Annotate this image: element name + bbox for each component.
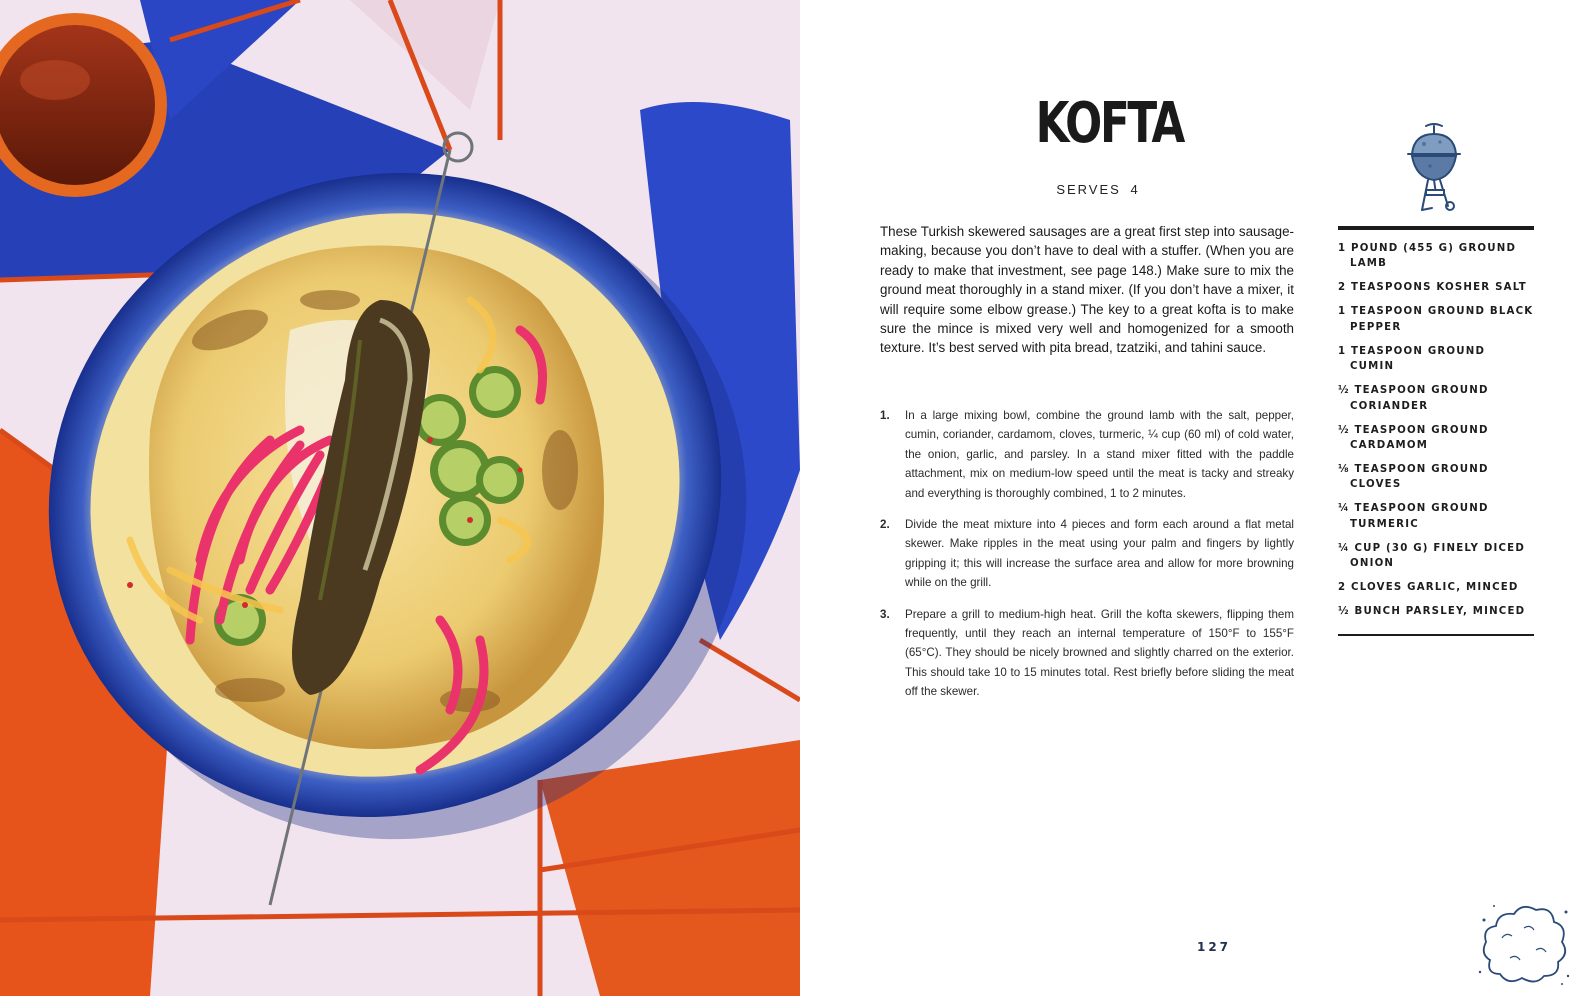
serves-count: 4: [1130, 182, 1140, 197]
serves-line: [998, 182, 1198, 197]
ingredient-item: ½ TEASPOON GROUND CORIANDER: [1338, 385, 1489, 412]
step-text: Prepare a grill to medium-high heat. Grill the kofta skewers, flipping them frequently, until they reach an internal temperature of 150°F to 155°F (65°C). They should be nicely browned and slightly charred on the exterior. This should take 10 to 15 minutes total. Rest briefly before sliding the meat off the skewer.: [905, 607, 1294, 699]
method-steps: [880, 406, 1294, 714]
recipe-page: [800, 0, 1596, 996]
smoke-cloud-icon: [1476, 898, 1572, 988]
ingredient-item: 2 CLOVES GARLIC, MINCED: [1338, 582, 1519, 594]
step-number: 1.: [880, 409, 890, 422]
ingredient-item: ¼ CUP (30 G) FINELY DICED ONION: [1338, 542, 1525, 570]
ingredient-item: ½ BUNCH PARSLEY, MINCED: [1338, 606, 1526, 618]
ingredient-item: ¼ TEASPOON GROUND TURMERIC: [1338, 503, 1489, 530]
ingredient-item: 1 TEASPOON GROUND CUMIN: [1338, 345, 1486, 373]
page-number: 127: [1196, 940, 1232, 954]
ingredient-item: 2 TEASPOONS KOSHER SALT: [1338, 282, 1527, 294]
recipe-intro: These Turkish skewered sausages are a great first step into sausage-making, because you don’t have to deal with a stuffer. (When you are ready to make that investment, see page 148.) Make sure to mix the ground meat thoroughly in a stand mixer. (If you don’t have a mixer, it will require some elbow grease.) The key to a great kofta is to make sure the mince is mixed very well and homogenized for a smooth texture. It’s best served with pita bread, tzatziki, and tahini sauce.: [880, 224, 1294, 356]
ingredients-list: [1338, 226, 1534, 636]
kettle-grill-icon: [1400, 120, 1468, 216]
recipe-title: KOFTA: [1035, 91, 1183, 156]
serves-label: SERVES: [1056, 182, 1121, 197]
method-step-3: [880, 605, 1294, 702]
method-step-1: [880, 406, 1294, 503]
ingredient-item: ½ TEASPOON GROUND CARDAMOM: [1338, 424, 1489, 452]
ingredient-item: 1 POUND (455 G) GROUND LAMB: [1338, 243, 1517, 270]
step-text: Divide the meat mixture into 4 pieces and form each around a flat metal skewer. Make ripples in the meat using your palm and fingers by lightly gripping it; this will increase the surface area and allow for more browning while on the grill.: [905, 518, 1294, 590]
step-number: 3.: [880, 607, 890, 621]
ingredient-item: ⅛ TEASPOON GROUND CLOVES: [1338, 464, 1489, 491]
step-text: In a large mixing bowl, combine the ground lamb with the salt, pepper, cumin, coriander, cardamom, cloves, turmeric, ¼ cup (60 ml) of cold water, the onion, garlic, and parsley. In a stand mixer fitted with the paddle attachment, mix on medium-low speed until the meat is tacky and streaky and everything is thoroughly combined, 1 to 2 minutes.: [905, 409, 1294, 500]
method-step-2: [880, 515, 1294, 593]
ingredient-item: 1 TEASPOON GROUND BLACK PEPPER: [1338, 306, 1534, 333]
step-number: 2.: [880, 518, 890, 532]
